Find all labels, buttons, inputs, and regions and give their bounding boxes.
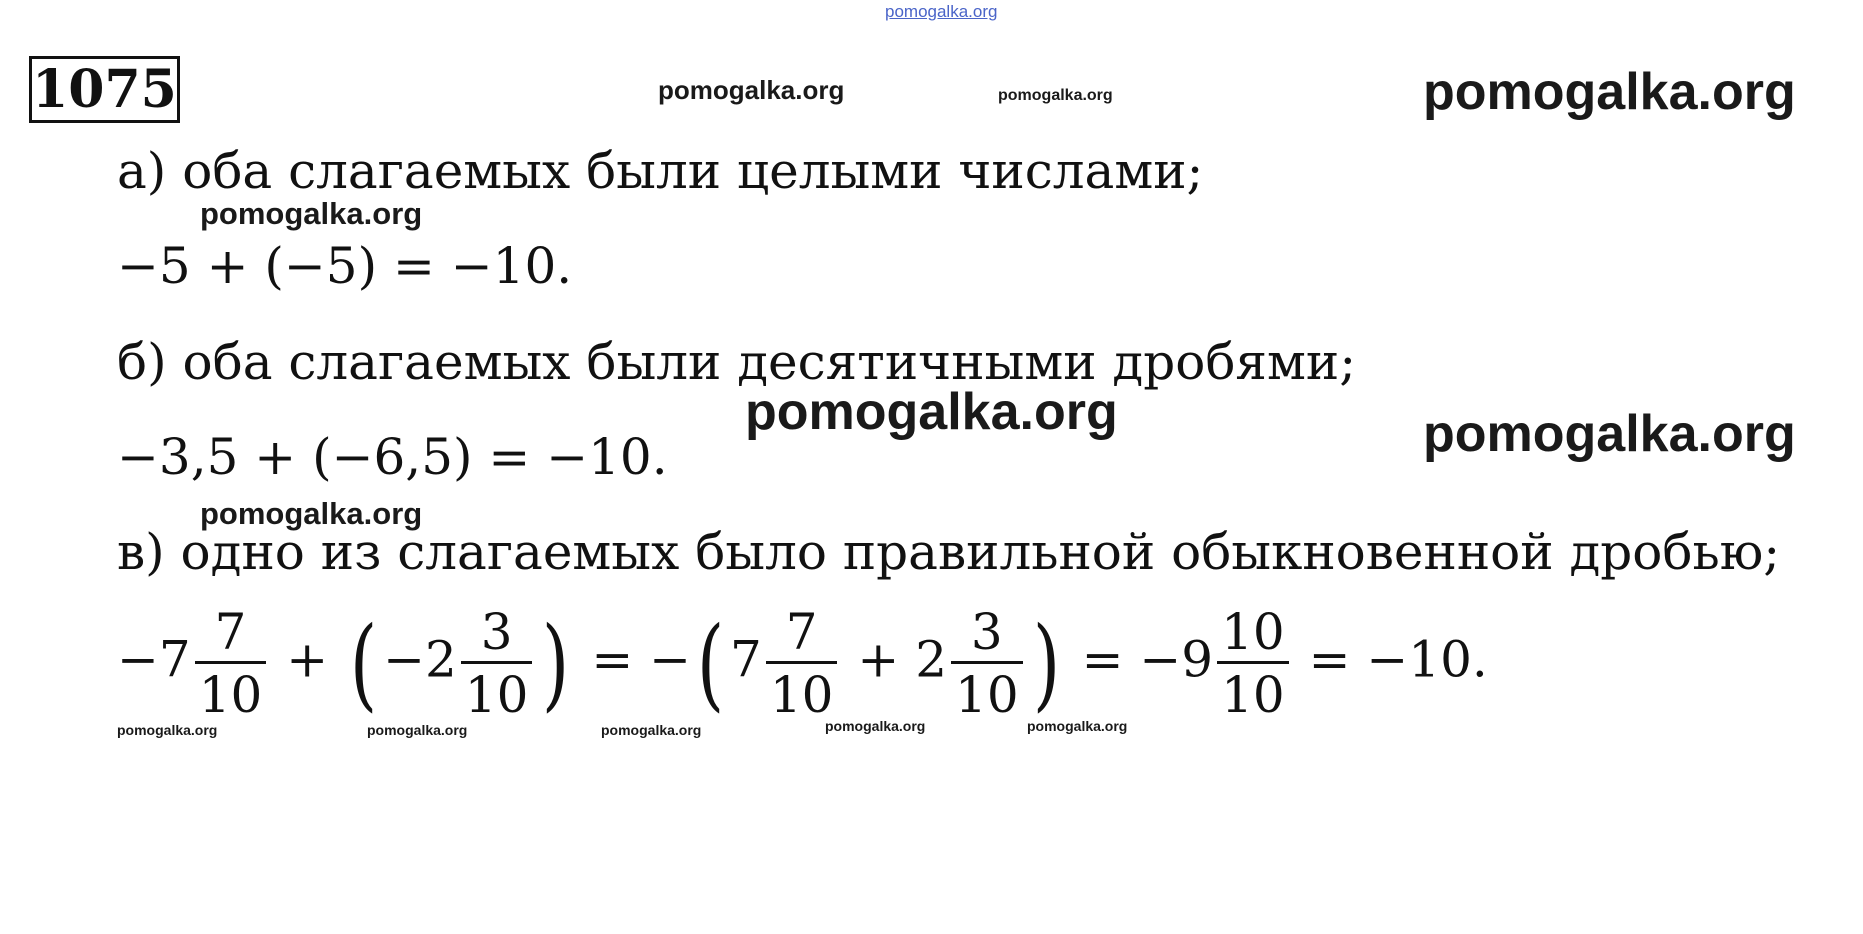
part-a-equation: −5 + (−5) = −10. <box>117 237 573 295</box>
part-c-text: в) одно из слагаемых было правильной обыкновенной дробью; <box>117 523 1781 581</box>
watermark-header-right: pomogalka.org <box>1423 63 1796 121</box>
part-c-equation <box>117 605 1488 722</box>
watermark-right-b: pomogalka.org <box>1423 405 1796 463</box>
problem-number: 1075 <box>29 56 180 123</box>
watermark-eq-1: pomogalka.org <box>117 722 218 738</box>
plus-sign: + <box>286 630 329 689</box>
equals-minus: = − <box>591 630 692 689</box>
term4-fraction: $\frac{3}{10}$ <box>951 607 1023 720</box>
term5-fraction: $\frac{10}{10}$ <box>1217 607 1289 720</box>
close-paren: ) <box>542 605 570 722</box>
equals-minus-nine: = −9 <box>1081 630 1214 689</box>
term2-fraction: $\frac{3}{10}$ <box>461 607 533 720</box>
watermark-under-b: pomogalka.org <box>200 496 423 531</box>
open-paren: ( <box>349 605 378 722</box>
term1-whole: −7 <box>117 630 191 689</box>
plus-sign-2: + <box>857 630 900 689</box>
term1-fraction: $\frac{7}{10}$ <box>195 607 267 720</box>
watermark-eq-4: pomogalka.org <box>825 718 926 734</box>
part-a-text: а) оба слагаемых были целыми числами; <box>117 142 1204 200</box>
result: = −10. <box>1308 630 1488 689</box>
watermark-header-center: pomogalka.org <box>658 75 845 105</box>
watermark-eq-2: pomogalka.org <box>367 722 468 738</box>
part-b-text: б) оба слагаемых были десятичными дробями; <box>117 333 1357 391</box>
part-b-equation: −3,5 + (−6,5) = −10. <box>117 428 668 486</box>
watermark-under-a: pomogalka.org <box>200 196 423 231</box>
watermark-top[interactable]: pomogalka.org <box>885 2 998 21</box>
close-paren-2: ) <box>1032 605 1060 722</box>
term3-fraction: $\frac{7}{10}$ <box>766 607 838 720</box>
watermark-center-b: pomogalka.org <box>745 383 1118 441</box>
term4-whole: 2 <box>915 630 948 689</box>
term3-whole: 7 <box>730 630 762 689</box>
watermark-eq-3: pomogalka.org <box>601 722 702 738</box>
watermark-header-small: pomogalka.org <box>998 87 1113 104</box>
term2-whole: −2 <box>383 630 457 689</box>
watermark-eq-5: pomogalka.org <box>1027 718 1128 734</box>
open-paren-2: ( <box>696 605 725 722</box>
